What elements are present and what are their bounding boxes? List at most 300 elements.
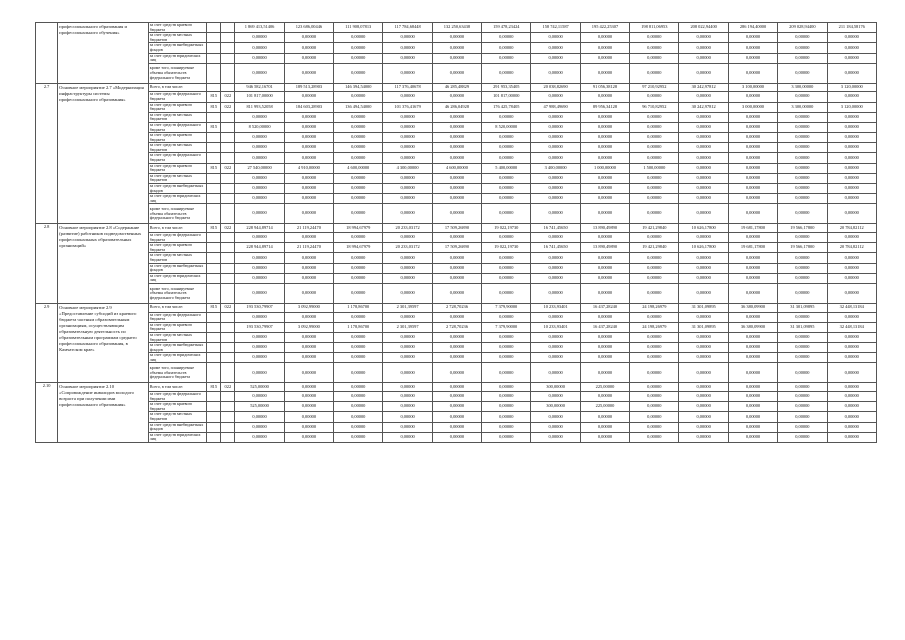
amount-cell: 0,00000 <box>383 392 432 402</box>
amount-cell: 0,00000 <box>630 92 679 102</box>
funding-source: за счет средств местных бюджетов <box>148 253 206 263</box>
amount-cell: 0,00000 <box>827 412 876 422</box>
budget-code-1 <box>207 233 221 243</box>
funding-source: Всего, в том числе: <box>148 303 206 312</box>
amount-cell: 0,00000 <box>284 343 333 353</box>
table-row <box>36 63 877 83</box>
amount-cell: 0,00000 <box>778 194 827 204</box>
table-row <box>36 92 877 102</box>
amount-cell: 189 513,28903 <box>284 83 333 92</box>
amount-cell: 0,00000 <box>482 332 531 342</box>
program-event-name: профессионального образования и профессионального обучения» <box>58 23 149 84</box>
amount-cell: 0,00000 <box>778 343 827 353</box>
table-row <box>36 143 877 153</box>
amount-cell: 0,00000 <box>383 33 432 43</box>
amount-cell: 0,00000 <box>630 53 679 63</box>
budget-code-2 <box>221 353 235 363</box>
amount-cell: 0,00000 <box>334 412 383 422</box>
amount-cell: 18 994,67979 <box>334 243 383 253</box>
amount-cell: 0,00000 <box>531 253 580 263</box>
amount-cell: 0,00000 <box>383 204 432 224</box>
amount-cell: 0,00000 <box>827 133 876 143</box>
amount-cell: 0,00000 <box>284 53 333 63</box>
budget-code-1 <box>207 312 221 322</box>
amount-cell: 0,00000 <box>334 63 383 83</box>
amount-cell: 0,00000 <box>679 332 728 342</box>
amount-cell: 0,00000 <box>531 422 580 432</box>
funding-source: за счет средств федерального бюджета <box>148 153 206 163</box>
amount-cell: 0,00000 <box>284 143 333 153</box>
amount-cell: 0,00000 <box>235 63 284 83</box>
amount-cell: 0,00000 <box>728 392 777 402</box>
amount-cell: 0,00000 <box>630 353 679 363</box>
funding-source: за счет средств федерального бюджета <box>148 392 206 402</box>
amount-cell: 0,00000 <box>482 173 531 183</box>
amount-cell: 0,00000 <box>728 194 777 204</box>
amount-cell: 19 681,17800 <box>728 243 777 253</box>
amount-cell: 228 944,89714 <box>235 224 284 233</box>
amount-cell: 10 626,17800 <box>679 243 728 253</box>
amount-cell: 0,00000 <box>580 153 629 163</box>
amount-cell: 0,00000 <box>482 133 531 143</box>
amount-cell: 0,00000 <box>728 253 777 263</box>
table-row <box>36 23 877 33</box>
amount-cell: 0,00000 <box>235 33 284 43</box>
amount-cell: 0,00000 <box>679 363 728 383</box>
amount-cell: 0,00000 <box>383 173 432 183</box>
amount-cell: 3 000,00000 <box>728 102 777 112</box>
amount-cell: 24 198,26979 <box>630 303 679 312</box>
amount-cell: 0,00000 <box>679 432 728 442</box>
amount-cell: 0,00000 <box>432 43 481 53</box>
amount-cell: 0,00000 <box>432 143 481 153</box>
budget-code-2 <box>221 392 235 402</box>
funding-source: за счет средств краевого бюджета <box>148 133 206 143</box>
funding-source: за счет средств краевого бюджета <box>148 163 206 173</box>
amount-cell: 0,00000 <box>482 143 531 153</box>
amount-cell: 0,00000 <box>284 312 333 322</box>
amount-cell: 0,00000 <box>383 312 432 322</box>
row-index <box>36 23 58 84</box>
table-row <box>36 283 877 303</box>
amount-cell: 193 530,79907 <box>235 303 284 312</box>
amount-cell: 0,00000 <box>235 363 284 383</box>
amount-cell: 0,00000 <box>432 432 481 442</box>
amount-cell: 0,00000 <box>531 432 580 442</box>
amount-cell: 0,00000 <box>482 432 531 442</box>
funding-source: за счет средств внебюджетных фондов <box>148 43 206 53</box>
amount-cell: 0,00000 <box>728 233 777 243</box>
amount-cell: 0,00000 <box>778 153 827 163</box>
amount-cell: 0,00000 <box>827 283 876 303</box>
amount-cell: 5 400,00000 <box>482 163 531 173</box>
amount-cell: 0,00000 <box>778 53 827 63</box>
amount-cell: 0,00000 <box>235 53 284 63</box>
budget-code-1: 815 <box>207 122 221 132</box>
amount-cell: 0,00000 <box>580 112 629 122</box>
amount-cell: 0,00000 <box>827 184 876 194</box>
budget-code-2 <box>221 63 235 83</box>
amount-cell: 19 566,17800 <box>778 224 827 233</box>
amount-cell: 0,00000 <box>728 273 777 283</box>
amount-cell: 0,00000 <box>432 112 481 122</box>
amount-cell: 0,00000 <box>284 133 333 143</box>
amount-cell: 3 092,99000 <box>284 303 333 312</box>
amount-cell: 0,00000 <box>580 432 629 442</box>
amount-cell: 0,00000 <box>531 332 580 342</box>
amount-cell: 27 540,00000 <box>235 163 284 173</box>
table-row <box>36 133 877 143</box>
budget-code-2 <box>221 133 235 143</box>
amount-cell: 0,00000 <box>432 122 481 132</box>
budget-code-1 <box>207 173 221 183</box>
amount-cell: 0,00000 <box>580 412 629 422</box>
amount-cell: 0,00000 <box>827 353 876 363</box>
amount-cell: 195 422,25307 <box>580 23 629 33</box>
amount-cell: 0,00000 <box>778 273 827 283</box>
amount-cell: 0,00000 <box>235 343 284 353</box>
amount-cell: 0,00000 <box>778 402 827 412</box>
amount-cell: 0,00000 <box>580 332 629 342</box>
amount-cell: 525,00000 <box>235 402 284 412</box>
budget-code-1 <box>207 194 221 204</box>
funding-source: за счет средств юридических лиц <box>148 194 206 204</box>
amount-cell: 0,00000 <box>432 353 481 363</box>
amount-cell: 0,00000 <box>630 343 679 353</box>
amount-cell: 2 301,39597 <box>383 303 432 312</box>
amount-cell: 0,00000 <box>728 422 777 432</box>
amount-cell: 0,00000 <box>482 184 531 194</box>
table-row <box>36 153 877 163</box>
budget-code-1 <box>207 53 221 63</box>
amount-cell: 0,00000 <box>235 412 284 422</box>
budget-code-2 <box>221 122 235 132</box>
budget-table <box>35 22 877 443</box>
table-row <box>36 412 877 422</box>
amount-cell: 89 956,34128 <box>580 102 629 112</box>
amount-cell: 0,00000 <box>235 153 284 163</box>
amount-cell: 1 500,00000 <box>630 163 679 173</box>
budget-code-1 <box>207 83 221 92</box>
amount-cell: 0,00000 <box>580 312 629 322</box>
amount-cell: 4 910,00000 <box>284 163 333 173</box>
amount-cell: 0,00000 <box>630 122 679 132</box>
budget-code-1 <box>207 283 221 303</box>
funding-source: за счет средств внебюджетных фондов <box>148 422 206 432</box>
amount-cell: 0,00000 <box>482 353 531 363</box>
amount-cell: 0,00000 <box>827 194 876 204</box>
amount-cell: 184 603,28903 <box>284 102 333 112</box>
amount-cell: 0,00000 <box>531 204 580 224</box>
amount-cell: 0,00000 <box>827 392 876 402</box>
budget-code-1 <box>207 33 221 43</box>
funding-source: за счет средств местных бюджетов <box>148 412 206 422</box>
amount-cell: 0,00000 <box>778 184 827 194</box>
amount-cell: 0,00000 <box>432 332 481 342</box>
amount-cell: 0,00000 <box>432 402 481 412</box>
amount-cell: 0,00000 <box>630 363 679 383</box>
budget-code-1 <box>207 322 221 332</box>
amount-cell: 16 437,28240 <box>580 303 629 312</box>
amount-cell: 0,00000 <box>235 204 284 224</box>
amount-cell: 0,00000 <box>531 263 580 273</box>
amount-cell: 0,00000 <box>383 133 432 143</box>
amount-cell: 0,00000 <box>630 233 679 243</box>
program-event-name: Основное мероприятие 2.9 «Предоставление субсидий из краевого бюджета частным образовательным организациям, осуществляющим образовательную деятельность по образовательным программам среднего профессионального образования, в Камчатском крае» <box>58 303 149 383</box>
amount-cell: 0,00000 <box>432 412 481 422</box>
amount-cell: 0,00000 <box>531 363 580 383</box>
table-row <box>36 122 877 132</box>
amount-cell: 0,00000 <box>432 383 481 392</box>
amount-cell: 4 600,00000 <box>334 163 383 173</box>
amount-cell: 0,00000 <box>284 392 333 402</box>
amount-cell: 0,00000 <box>580 363 629 383</box>
amount-cell: 19 022,19730 <box>482 243 531 253</box>
funding-source: за счет средств местных бюджетов <box>148 332 206 342</box>
table-row <box>36 422 877 432</box>
amount-cell: 0,00000 <box>383 233 432 243</box>
budget-code-1 <box>207 263 221 273</box>
budget-code-1 <box>207 353 221 363</box>
amount-cell: 0,00000 <box>778 143 827 153</box>
amount-cell: 0,00000 <box>679 204 728 224</box>
budget-code-1: 815 <box>207 383 221 392</box>
amount-cell: 0,00000 <box>482 233 531 243</box>
amount-cell: 0,00000 <box>383 332 432 342</box>
amount-cell: 36 380,09900 <box>728 322 777 332</box>
budget-code-2 <box>221 112 235 122</box>
amount-cell: 0,00000 <box>482 422 531 432</box>
table-row <box>36 303 877 312</box>
table-row <box>36 353 877 363</box>
amount-cell: 0,00000 <box>235 112 284 122</box>
funding-source: кроме того, планируемые объемы обязательств федерального бюджета <box>148 204 206 224</box>
amount-cell: 0,00000 <box>432 233 481 243</box>
amount-cell: 0,00000 <box>827 432 876 442</box>
amount-cell: 0,00000 <box>432 63 481 83</box>
amount-cell: 0,00000 <box>334 33 383 43</box>
amount-cell: 0,00000 <box>235 173 284 183</box>
funding-source: за счет средств федерального бюджета <box>148 122 206 132</box>
amount-cell: 0,00000 <box>679 53 728 63</box>
amount-cell: 0,00000 <box>580 273 629 283</box>
amount-cell: 31 301,09895 <box>778 303 827 312</box>
amount-cell: 0,00000 <box>827 143 876 153</box>
amount-cell: 32 448,13184 <box>827 303 876 312</box>
amount-cell: 0,00000 <box>580 204 629 224</box>
amount-cell: 0,00000 <box>728 353 777 363</box>
budget-code-1 <box>207 343 221 353</box>
amount-cell: 16 741,45650 <box>531 224 580 233</box>
amount-cell: 225,00000 <box>580 383 629 392</box>
funding-source: за счет средств юридических лиц <box>148 432 206 442</box>
amount-cell: 0,00000 <box>630 112 679 122</box>
amount-cell: 0,00000 <box>482 204 531 224</box>
amount-cell: 0,00000 <box>531 273 580 283</box>
amount-cell: 0,00000 <box>728 402 777 412</box>
amount-cell: 0,00000 <box>383 122 432 132</box>
amount-cell: 0,00000 <box>827 33 876 43</box>
amount-cell: 0,00000 <box>778 233 827 243</box>
amount-cell: 0,00000 <box>284 402 333 412</box>
amount-cell: 0,00000 <box>531 53 580 63</box>
budget-code-1 <box>207 204 221 224</box>
amount-cell: 117 784,68448 <box>383 23 432 33</box>
amount-cell: 31 301,09895 <box>778 322 827 332</box>
amount-cell: 7 379,90000 <box>482 303 531 312</box>
funding-source: Всего, в том числе: <box>148 383 206 392</box>
amount-cell: 0,00000 <box>284 173 333 183</box>
amount-cell: 0,00000 <box>580 33 629 43</box>
amount-cell: 0,00000 <box>235 253 284 263</box>
amount-cell: 0,00000 <box>728 204 777 224</box>
table-row <box>36 402 877 412</box>
table-row <box>36 83 877 92</box>
amount-cell: 1 000,00000 <box>580 163 629 173</box>
amount-cell: 0,00000 <box>482 312 531 322</box>
amount-cell: 0,00000 <box>630 312 679 322</box>
amount-cell: 19 681,17800 <box>728 224 777 233</box>
amount-cell: 0,00000 <box>284 233 333 243</box>
amount-cell: 0,00000 <box>728 92 777 102</box>
amount-cell: 0,00000 <box>827 43 876 53</box>
amount-cell: 0,00000 <box>778 263 827 273</box>
budget-code-1 <box>207 184 221 194</box>
amount-cell: 525,00000 <box>235 383 284 392</box>
amount-cell: 811 993,52058 <box>235 102 284 112</box>
amount-cell: 0,00000 <box>531 122 580 132</box>
amount-cell: 0,00000 <box>630 184 679 194</box>
amount-cell: 0,00000 <box>482 43 531 53</box>
amount-cell: 0,00000 <box>827 383 876 392</box>
amount-cell: 0,00000 <box>679 353 728 363</box>
budget-code-2 <box>221 23 235 33</box>
amount-cell: 0,00000 <box>580 353 629 363</box>
amount-cell: 20 784,82112 <box>827 243 876 253</box>
table-row <box>36 173 877 183</box>
amount-cell: 0,00000 <box>679 383 728 392</box>
row-index: 2.8 <box>36 224 58 304</box>
amount-cell: 0,00000 <box>334 43 383 53</box>
amount-cell: 0,00000 <box>235 233 284 243</box>
amount-cell: 0,00000 <box>383 184 432 194</box>
budget-code-2: 022 <box>221 383 235 392</box>
amount-cell: 0,00000 <box>778 173 827 183</box>
amount-cell: 0,00000 <box>778 412 827 422</box>
amount-cell: 300,00000 <box>531 383 580 392</box>
amount-cell: 0,00000 <box>827 112 876 122</box>
amount-cell: 2 728,70236 <box>432 322 481 332</box>
budget-code-2 <box>221 243 235 253</box>
funding-source: кроме того, планируемые объемы обязательств федерального бюджета <box>148 363 206 383</box>
amount-cell: 0,00000 <box>383 92 432 102</box>
budget-code-2 <box>221 83 235 92</box>
amount-cell: 0,00000 <box>580 253 629 263</box>
budget-code-2: 022 <box>221 224 235 233</box>
amount-cell: 0,00000 <box>383 283 432 303</box>
amount-cell: 0,00000 <box>778 92 827 102</box>
amount-cell: 0,00000 <box>679 402 728 412</box>
amount-cell: 0,00000 <box>778 204 827 224</box>
amount-cell: 0,00000 <box>728 33 777 43</box>
amount-cell: 0,00000 <box>334 432 383 442</box>
amount-cell: 0,00000 <box>334 143 383 153</box>
amount-cell: 0,00000 <box>531 392 580 402</box>
amount-cell: 0,00000 <box>383 153 432 163</box>
amount-cell: 0,00000 <box>827 343 876 353</box>
amount-cell: 0,00000 <box>432 312 481 322</box>
table-row <box>36 224 877 233</box>
row-index: 2.10 <box>36 383 58 443</box>
budget-code-1: 815 <box>207 163 221 173</box>
amount-cell: 3 400,00000 <box>531 163 580 173</box>
amount-cell: 0,00000 <box>531 92 580 102</box>
amount-cell: 0,00000 <box>679 173 728 183</box>
amount-cell: 0,00000 <box>284 383 333 392</box>
amount-cell: 0,00000 <box>531 343 580 353</box>
amount-cell: 10 626,17800 <box>679 224 728 233</box>
amount-cell: 0,00000 <box>482 263 531 273</box>
amount-cell: 0,00000 <box>728 153 777 163</box>
amount-cell: 20 233,03172 <box>383 224 432 233</box>
amount-cell: 946 582,16701 <box>235 83 284 92</box>
amount-cell: 16 741,45650 <box>531 243 580 253</box>
amount-cell: 0,00000 <box>284 263 333 273</box>
amount-cell: 0,00000 <box>679 153 728 163</box>
amount-cell: 0,00000 <box>334 253 383 263</box>
amount-cell: 0,00000 <box>630 263 679 273</box>
amount-cell: 0,00000 <box>679 43 728 53</box>
amount-cell: 0,00000 <box>482 402 531 412</box>
amount-cell: 0,00000 <box>679 184 728 194</box>
amount-cell: 36 380,09900 <box>728 303 777 312</box>
table-row <box>36 112 877 122</box>
table-row <box>36 102 877 112</box>
amount-cell: 0,00000 <box>482 383 531 392</box>
amount-cell: 0,00000 <box>580 122 629 132</box>
amount-cell: 0,00000 <box>482 283 531 303</box>
amount-cell: 132 250,63438 <box>432 23 481 33</box>
amount-cell: 0,00000 <box>235 133 284 143</box>
amount-cell: 193 530,79907 <box>235 322 284 332</box>
amount-cell: 0,00000 <box>235 312 284 322</box>
amount-cell: 0,00000 <box>432 422 481 432</box>
budget-code-2 <box>221 204 235 224</box>
amount-cell: 0,00000 <box>728 363 777 383</box>
amount-cell: 0,00000 <box>580 92 629 102</box>
amount-cell: 0,00000 <box>334 402 383 412</box>
amount-cell: 0,00000 <box>728 112 777 122</box>
amount-cell: 0,00000 <box>284 332 333 342</box>
budget-code-2 <box>221 53 235 63</box>
amount-cell: 0,00000 <box>580 422 629 432</box>
budget-code-1: 815 <box>207 224 221 233</box>
budget-code-1 <box>207 63 221 83</box>
amount-cell: 0,00000 <box>334 353 383 363</box>
amount-cell: 0,00000 <box>630 253 679 263</box>
amount-cell: 0,00000 <box>432 33 481 43</box>
amount-cell: 19 566,17800 <box>778 243 827 253</box>
amount-cell: 0,00000 <box>679 194 728 204</box>
amount-cell: 0,00000 <box>432 153 481 163</box>
budget-code-2 <box>221 253 235 263</box>
funding-source: за счет средств краевого бюджета <box>148 322 206 332</box>
amount-cell: 0,00000 <box>679 343 728 353</box>
amount-cell: 0,00000 <box>482 153 531 163</box>
table-row <box>36 204 877 224</box>
budget-code-1: 815 <box>207 92 221 102</box>
amount-cell: 101 817,00000 <box>235 92 284 102</box>
